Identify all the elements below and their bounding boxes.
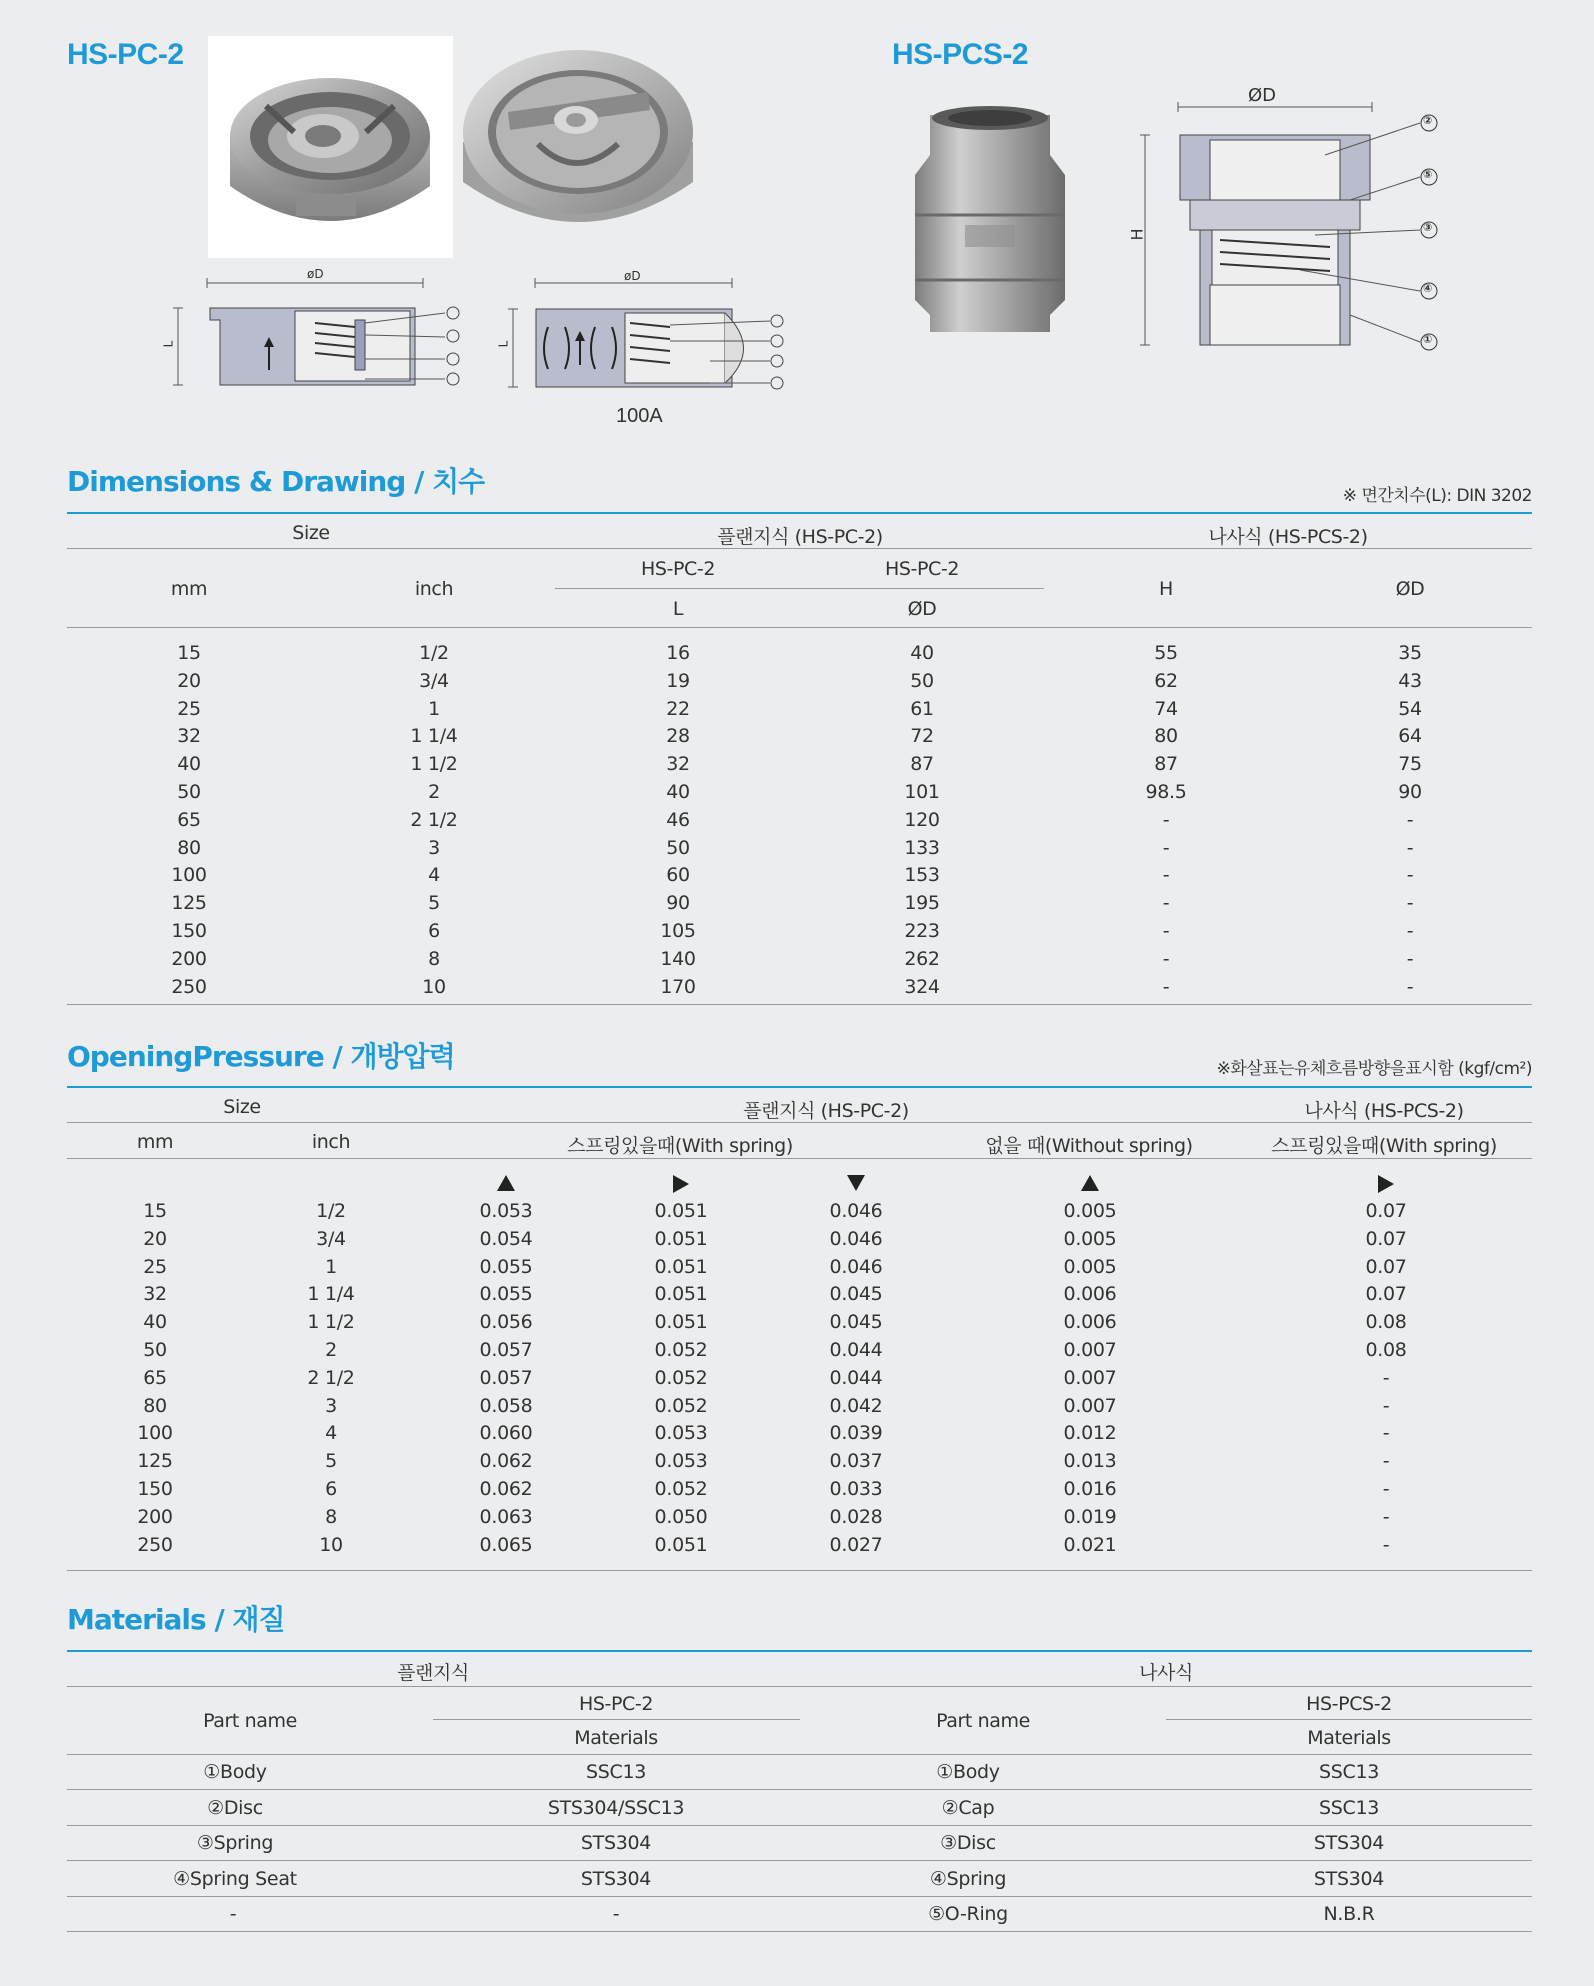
op-cell-down: 0.033	[829, 1478, 883, 1500]
down-triangle-icon	[847, 1175, 865, 1191]
photo-hs-pc-2-front	[208, 36, 453, 258]
op-cell-with-right: -	[1382, 1505, 1390, 1528]
mat-cell-part: ④Spring Seat	[173, 1867, 297, 1890]
op-cell-down: 0.045	[829, 1283, 883, 1306]
dim-cell-mm: 32	[177, 725, 201, 748]
dim-cell-mm: 40	[177, 753, 201, 776]
op-cell-without-up: 0.005	[1063, 1255, 1117, 1278]
dim-cell-l: 46	[666, 808, 690, 831]
table-row-rule	[67, 1860, 1532, 1861]
dim-cell-inch: 2 1/2	[410, 808, 458, 831]
op-cell-up: 0.057	[479, 1339, 533, 1361]
dim-cell-od2: -	[1406, 892, 1414, 915]
dimensions-top-rule	[67, 512, 1532, 514]
dim-cell-od2: 43	[1398, 669, 1422, 692]
op-cell-inch: 2 1/2	[307, 1366, 355, 1389]
op-cell-right: 0.051	[654, 1533, 708, 1556]
op-rule-bottom	[67, 1570, 1532, 1571]
dim-cell-h: -	[1162, 836, 1170, 859]
dim-h-OD: ØD	[907, 598, 937, 620]
op-cell-up: 0.055	[479, 1255, 533, 1278]
opening-note: ※화살표는유체흐름방향을표시함 (kgf/cm²)	[1216, 1059, 1532, 1079]
dim-cell-h: 55	[1154, 642, 1178, 664]
op-cell-with-right: -	[1382, 1366, 1390, 1389]
dim-cell-mm: 65	[177, 808, 201, 831]
dim-cell-mm: 50	[177, 781, 201, 803]
op-cell-with-right: 0.07	[1365, 1227, 1407, 1250]
callout-5: ⑤	[1423, 168, 1433, 181]
dim-h-H: H	[1159, 578, 1173, 600]
dim-cell-l: 22	[666, 697, 690, 720]
op-cell-right: 0.053	[654, 1450, 708, 1473]
materials-top-rule	[67, 1650, 1532, 1652]
mat-cell-part2: ⑤O-Ring	[928, 1903, 1008, 1925]
op-rule-2	[67, 1158, 1532, 1159]
dim-cell-mm: 125	[171, 892, 207, 915]
drawing3-h-label: H	[1127, 228, 1147, 241]
callout-1: ①	[1423, 333, 1433, 346]
mat-cell-material2: N.B.R	[1323, 1903, 1375, 1925]
op-cell-inch: 8	[325, 1505, 337, 1528]
op-cell-down: 0.044	[829, 1339, 883, 1361]
mat-h-pc: HS-PC-2	[578, 1693, 654, 1715]
mat-cell-material: STS304	[580, 1867, 652, 1890]
table-row-rule	[67, 1896, 1532, 1897]
op-cell-mm: 50	[143, 1339, 167, 1361]
mat-cell-part: ②Disc	[207, 1796, 263, 1819]
op-cell-up: 0.054	[479, 1227, 533, 1250]
dim-cell-h: -	[1162, 892, 1170, 915]
drawing2-l-label: L	[496, 340, 511, 348]
dim-cell-od: 262	[904, 947, 940, 970]
op-cell-right: 0.050	[654, 1505, 708, 1528]
op-cell-mm: 40	[143, 1311, 167, 1334]
op-cell-down: 0.039	[829, 1422, 883, 1445]
op-cell-inch: 1 1/4	[307, 1283, 355, 1306]
op-cell-with-right: 0.08	[1365, 1339, 1407, 1361]
op-cell-up: 0.063	[479, 1505, 533, 1528]
dim-cell-l: 50	[666, 836, 690, 859]
op-cell-without-up: 0.005	[1063, 1227, 1117, 1250]
op-cell-mm: 100	[137, 1422, 173, 1445]
op-cell-right: 0.052	[654, 1366, 708, 1389]
dim-cell-od: 324	[904, 975, 940, 998]
dim-cell-h: 74	[1154, 697, 1178, 720]
dim-cell-h: -	[1162, 975, 1170, 998]
op-cell-inch: 3	[325, 1394, 337, 1417]
op-cell-right: 0.051	[654, 1227, 708, 1250]
mat-cell-material2: STS304	[1313, 1832, 1385, 1854]
dim-cell-l: 28	[666, 725, 690, 748]
callout-2: ②	[1423, 114, 1433, 127]
drawing3-phi-d-label: ØD	[1248, 85, 1277, 106]
op-cell-mm: 250	[137, 1533, 173, 1556]
dim-cell-od2: -	[1406, 975, 1414, 998]
op-cell-inch: 3/4	[316, 1227, 346, 1250]
dim-cell-h: -	[1162, 864, 1170, 887]
op-cell-mm: 32	[143, 1283, 167, 1306]
dim-cell-inch: 1 1/2	[410, 753, 458, 776]
op-cell-with-right: 0.07	[1365, 1255, 1407, 1278]
callout-4: ④	[1423, 282, 1433, 295]
op-cell-with-right: 0.07	[1365, 1283, 1407, 1306]
table-row-rule	[67, 1931, 1532, 1932]
dim-cell-inch: 10	[422, 975, 446, 998]
op-cell-up: 0.065	[479, 1533, 533, 1556]
mat-cell-material: STS304/SSC13	[547, 1796, 685, 1819]
op-h-flange: 플랜지식 (HS-PC-2)	[743, 1100, 909, 1122]
op-rule-1	[67, 1122, 1532, 1123]
mat-h-mat: Materials	[574, 1727, 658, 1749]
dim-cell-od: 120	[904, 808, 940, 831]
op-cell-with-right: 0.07	[1365, 1200, 1407, 1222]
op-cell-mm: 150	[137, 1478, 173, 1500]
materials-title: Materials / 재질	[67, 1603, 285, 1636]
model-title-pc: HS-PC-2	[67, 38, 184, 71]
dim-cell-l: 140	[660, 947, 696, 970]
op-cell-right: 0.051	[654, 1255, 708, 1278]
dim-cell-od: 50	[910, 669, 934, 692]
op-cell-with-right: -	[1382, 1394, 1390, 1417]
dim-h-OD2: ØD	[1395, 578, 1425, 600]
dim-cell-l: 90	[666, 892, 690, 915]
op-cell-mm: 80	[143, 1394, 167, 1417]
opening-title: OpeningPressure / 개방압력	[67, 1040, 455, 1073]
op-cell-down: 0.046	[829, 1200, 883, 1222]
dim-cell-od: 72	[910, 725, 934, 748]
dim-cell-l: 32	[666, 753, 690, 776]
mat-h-part: Part name	[203, 1710, 297, 1732]
dim-h-pc-b: HS-PC-2	[884, 558, 960, 580]
label-100a: 100A	[616, 405, 663, 427]
op-h-mm: mm	[136, 1131, 174, 1153]
mat-h-pcs: HS-PCS-2	[1306, 1693, 1392, 1715]
dim-cell-inch: 1 1/4	[410, 725, 458, 748]
dim-cell-mm: 80	[177, 836, 201, 859]
op-cell-down: 0.028	[829, 1505, 883, 1528]
op-cell-without-up: 0.006	[1063, 1311, 1117, 1334]
op-h-with2: 스프링있을때(With spring)	[1271, 1135, 1497, 1157]
op-cell-without-up: 0.006	[1063, 1283, 1117, 1306]
dim-cell-od2: 90	[1398, 781, 1422, 803]
op-cell-without-up: 0.007	[1063, 1394, 1117, 1417]
op-cell-mm: 65	[143, 1366, 167, 1389]
op-cell-right: 0.052	[654, 1339, 708, 1361]
model-title-pcs: HS-PCS-2	[892, 38, 1029, 71]
dim-cell-od2: -	[1406, 920, 1414, 942]
op-cell-mm: 200	[137, 1505, 173, 1528]
dim-cell-l: 19	[666, 669, 690, 692]
op-cell-inch: 6	[325, 1478, 337, 1500]
mat-cell-part2: ③Disc	[940, 1832, 996, 1854]
table-row-rule	[67, 1789, 1532, 1790]
op-cell-without-up: 0.019	[1063, 1505, 1117, 1528]
op-h-with: 스프링있을때(With spring)	[567, 1135, 793, 1157]
dim-cell-od: 87	[910, 753, 934, 776]
up-triangle-icon	[1081, 1175, 1099, 1191]
op-cell-inch: 1 1/2	[307, 1311, 355, 1334]
op-cell-mm: 25	[143, 1255, 167, 1278]
dim-rule-1	[67, 548, 1532, 549]
op-cell-without-up: 0.007	[1063, 1366, 1117, 1389]
dim-cell-l: 105	[660, 920, 696, 942]
dim-cell-mm: 150	[171, 920, 207, 942]
dim-cell-inch: 1	[428, 697, 440, 720]
dim-cell-h: 80	[1154, 725, 1178, 748]
op-cell-inch: 1	[325, 1255, 337, 1278]
op-cell-inch: 4	[325, 1422, 337, 1445]
mat-cell-material: SSC13	[585, 1761, 647, 1783]
mat-cell-part2: ④Spring	[929, 1867, 1007, 1890]
photo-hs-pcs-2	[905, 100, 1075, 340]
op-cell-inch: 10	[319, 1533, 343, 1556]
op-cell-without-up: 0.016	[1063, 1478, 1117, 1500]
mat-cell-material2: STS304	[1313, 1867, 1385, 1890]
mat-cell-material: -	[612, 1903, 620, 1925]
dimensions-note: ※ 면간치수(L): DIN 3202	[1342, 486, 1532, 506]
table-row-rule	[67, 1825, 1532, 1826]
dim-cell-l: 16	[666, 642, 690, 664]
dim-cell-mm: 250	[171, 975, 207, 998]
drawing-hs-pcs-2	[1120, 85, 1450, 360]
op-h-screw: 나사식 (HS-PCS-2)	[1304, 1100, 1464, 1122]
dim-rule-2	[555, 588, 1044, 589]
dim-cell-od2: -	[1406, 864, 1414, 887]
dim-cell-od: 223	[904, 920, 940, 942]
op-cell-mm: 15	[143, 1200, 167, 1222]
op-cell-without-up: 0.012	[1063, 1422, 1117, 1445]
dim-cell-od: 101	[904, 781, 940, 803]
op-cell-with-right: 0.08	[1365, 1311, 1407, 1334]
mat-cell-part: ③Spring	[196, 1832, 274, 1854]
op-cell-with-right: -	[1382, 1478, 1390, 1500]
mat-h-screw: 나사식	[1139, 1662, 1193, 1684]
op-cell-down: 0.045	[829, 1311, 883, 1334]
op-cell-inch: 2	[325, 1339, 337, 1361]
op-cell-up: 0.056	[479, 1311, 533, 1334]
dim-cell-od2: 75	[1398, 753, 1422, 776]
mat-cell-part2: ②Cap	[941, 1796, 995, 1819]
dim-cell-od2: 54	[1398, 697, 1422, 720]
op-cell-without-up: 0.013	[1063, 1450, 1117, 1473]
dim-cell-l: 60	[666, 864, 690, 887]
op-cell-down: 0.042	[829, 1394, 883, 1417]
drawing-hs-pc-2-100a	[496, 265, 790, 395]
mat-cell-material: STS304	[580, 1832, 652, 1854]
op-cell-inch: 1/2	[316, 1200, 346, 1222]
dim-cell-od: 133	[904, 836, 940, 859]
op-cell-right: 0.052	[654, 1478, 708, 1500]
dim-h-mm: mm	[170, 578, 208, 600]
photo-hs-pc-2-100a	[458, 32, 698, 254]
op-cell-right: 0.052	[654, 1394, 708, 1417]
dim-cell-od2: -	[1406, 808, 1414, 831]
op-cell-without-up: 0.021	[1063, 1533, 1117, 1556]
op-cell-down: 0.037	[829, 1450, 883, 1473]
dim-cell-inch: 1/2	[419, 642, 449, 664]
mat-h-mat2: Materials	[1307, 1727, 1391, 1749]
dim-cell-od: 195	[904, 892, 940, 915]
op-cell-up: 0.062	[479, 1478, 533, 1500]
dimensions-title: Dimensions & Drawing / 치수	[67, 465, 485, 498]
dim-cell-h: 98.5	[1145, 781, 1187, 803]
op-h-without: 없을 때(Without spring)	[985, 1135, 1193, 1157]
mat-cell-part: ①Body	[203, 1761, 267, 1783]
op-cell-right: 0.051	[654, 1311, 708, 1334]
dim-cell-od2: 64	[1398, 725, 1422, 748]
dim-cell-inch: 4	[428, 864, 440, 887]
op-h-inch: inch	[311, 1131, 351, 1153]
op-cell-up: 0.057	[479, 1366, 533, 1389]
dim-cell-h: -	[1162, 920, 1170, 942]
mat-h-flange: 플랜지식	[397, 1662, 469, 1684]
drawing-phi-d-label: øD	[307, 267, 324, 281]
drawing-hs-pc-2	[161, 265, 470, 395]
dim-cell-inch: 6	[428, 920, 440, 942]
op-cell-right: 0.053	[654, 1422, 708, 1445]
dim-rule-3	[67, 627, 1532, 628]
op-cell-right: 0.051	[654, 1283, 708, 1306]
dim-cell-mm: 15	[177, 642, 201, 664]
op-cell-mm: 125	[137, 1450, 173, 1473]
drawing-l-label: L	[161, 340, 176, 348]
dim-cell-l: 170	[660, 975, 696, 998]
op-cell-down: 0.027	[829, 1533, 883, 1556]
dim-cell-inch: 5	[428, 892, 440, 915]
op-cell-without-up: 0.005	[1063, 1200, 1117, 1222]
dim-cell-od2: -	[1406, 947, 1414, 970]
dim-cell-od2: 35	[1398, 642, 1422, 664]
mat-cell-part: -	[229, 1903, 237, 1925]
op-cell-up: 0.060	[479, 1422, 533, 1445]
dim-h-flange: 플랜지식 (HS-PC-2)	[717, 526, 883, 548]
dim-cell-inch: 2	[428, 781, 440, 803]
op-cell-down: 0.044	[829, 1366, 883, 1389]
mat-h-part2: Part name	[936, 1710, 1030, 1732]
op-cell-without-up: 0.007	[1063, 1339, 1117, 1361]
op-cell-with-right: -	[1382, 1533, 1390, 1556]
dim-cell-od2: -	[1406, 836, 1414, 859]
op-cell-up: 0.062	[479, 1450, 533, 1473]
dim-cell-inch: 3/4	[419, 669, 449, 692]
op-cell-up: 0.058	[479, 1394, 533, 1417]
up-triangle-icon	[497, 1175, 515, 1191]
dim-cell-od: 40	[910, 642, 934, 664]
mat-rule-2	[67, 1754, 1532, 1755]
dim-cell-h: 87	[1154, 753, 1178, 776]
right-triangle-icon	[673, 1175, 689, 1193]
dim-cell-mm: 200	[171, 947, 207, 970]
dim-cell-inch: 8	[428, 947, 440, 970]
mat-cell-material2: SSC13	[1318, 1796, 1380, 1819]
op-cell-down: 0.046	[829, 1227, 883, 1250]
dim-cell-h: -	[1162, 808, 1170, 831]
dim-cell-h: 62	[1154, 669, 1178, 692]
dim-cell-mm: 25	[177, 697, 201, 720]
op-cell-mm: 20	[143, 1227, 167, 1250]
dim-cell-od: 61	[910, 697, 934, 720]
opening-top-rule	[67, 1086, 1532, 1088]
op-cell-with-right: -	[1382, 1450, 1390, 1473]
op-cell-inch: 5	[325, 1450, 337, 1473]
op-cell-right: 0.051	[654, 1200, 708, 1222]
mat-rule-sub-1	[433, 1719, 800, 1720]
mat-cell-material2: SSC13	[1318, 1761, 1380, 1783]
dim-h-screw: 나사식 (HS-PCS-2)	[1208, 526, 1368, 548]
op-h-size: Size	[223, 1096, 261, 1118]
op-cell-up: 0.055	[479, 1283, 533, 1306]
op-cell-up: 0.053	[479, 1200, 533, 1222]
dim-h-L: L	[672, 598, 684, 620]
dim-h-pc-a: HS-PC-2	[640, 558, 716, 580]
dim-h-inch: inch	[414, 578, 454, 600]
drawing2-phi-d-label: øD	[624, 269, 641, 283]
dim-cell-inch: 3	[428, 836, 440, 859]
mat-rule-sub-2	[1166, 1719, 1532, 1720]
mat-rule-1	[67, 1686, 1532, 1687]
op-cell-with-right: -	[1382, 1422, 1390, 1445]
right-triangle-icon	[1378, 1175, 1394, 1193]
callout-3: ③	[1423, 221, 1433, 234]
dim-rule-bottom	[67, 1004, 1532, 1005]
op-cell-down: 0.046	[829, 1255, 883, 1278]
dim-cell-h: -	[1162, 947, 1170, 970]
mat-cell-part2: ①Body	[936, 1761, 1000, 1783]
dim-cell-od: 153	[904, 864, 940, 887]
dim-cell-mm: 100	[171, 864, 207, 887]
dim-cell-l: 40	[666, 781, 690, 803]
dim-cell-mm: 20	[177, 669, 201, 692]
dim-h-size: Size	[292, 522, 330, 544]
